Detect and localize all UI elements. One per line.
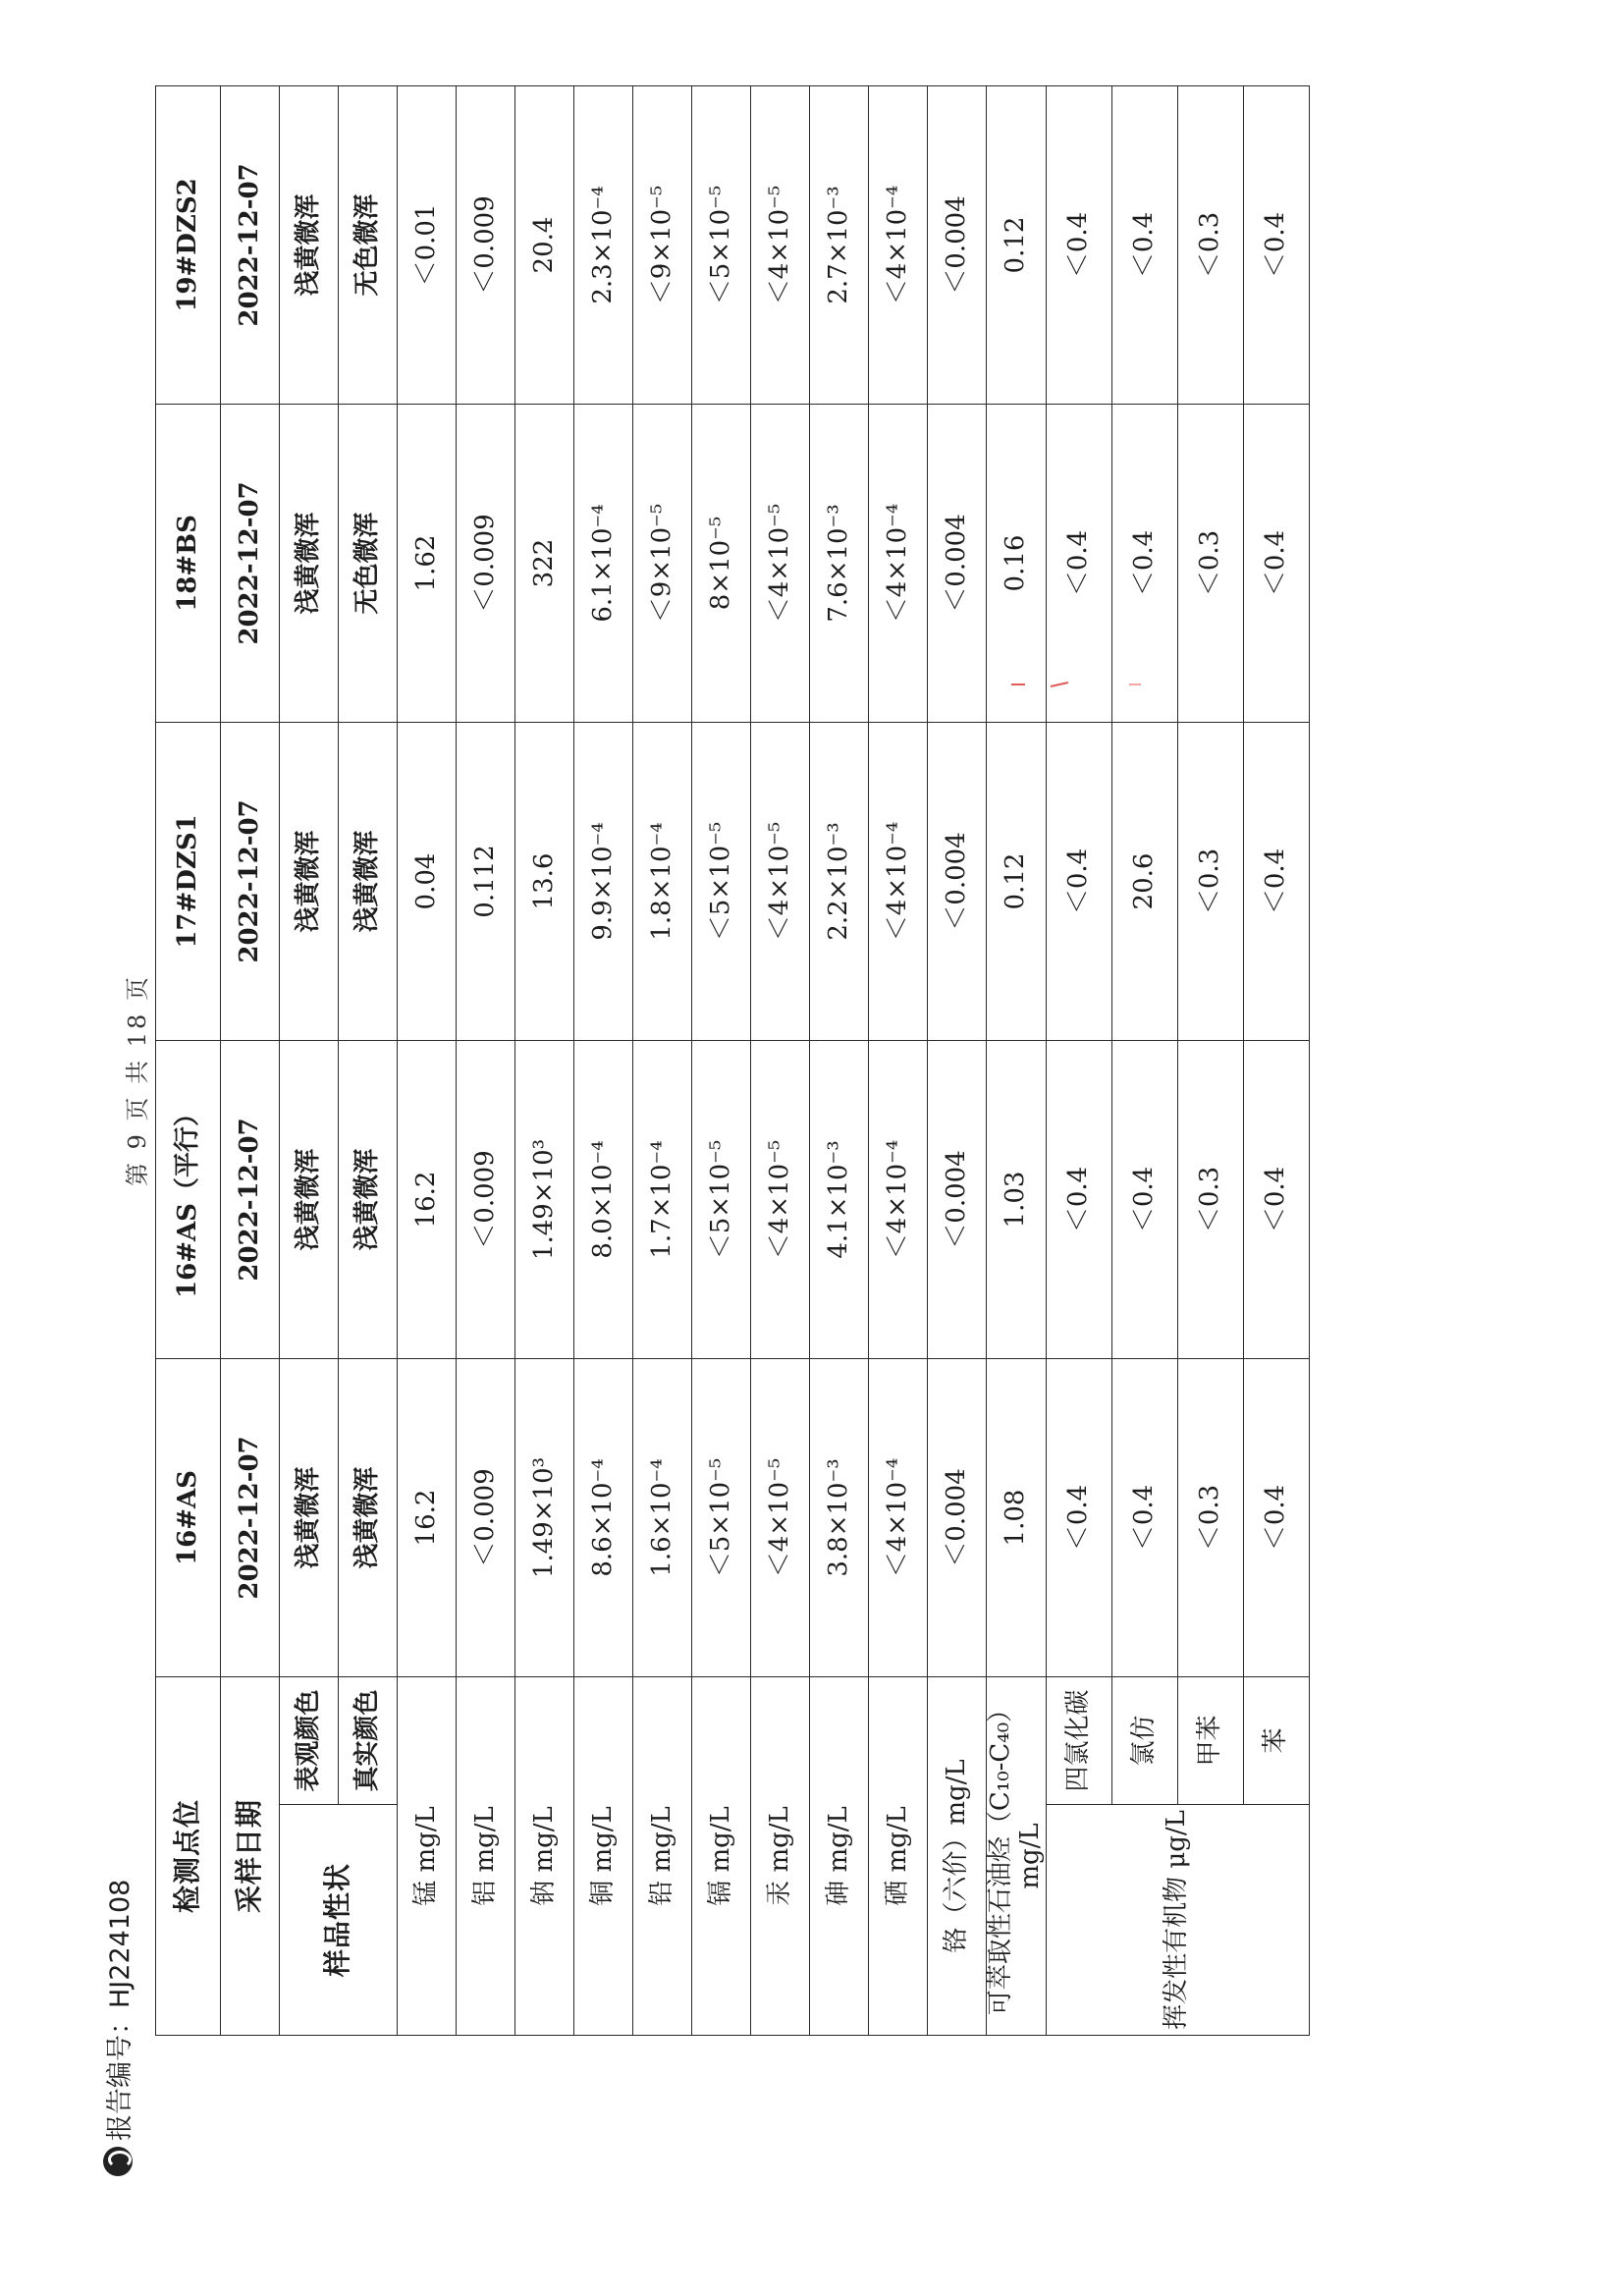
result-value: ＜4×10⁻⁵: [751, 1358, 810, 1676]
result-value: 16.2: [398, 1358, 457, 1676]
analyte-name: 铝 mg/L: [457, 1676, 515, 2035]
result-value: 1.7×10⁻⁴: [633, 1040, 692, 1358]
result-value: ＜0.4: [1243, 1040, 1309, 1358]
analyte-row: [515, 85, 574, 2035]
col-date: 2022-12-07: [221, 404, 280, 722]
result-value: ＜5×10⁻⁵: [692, 1040, 751, 1358]
voc-name: 甲苯: [1177, 1676, 1243, 1804]
apparent-color-label: 表观颜色: [280, 1676, 339, 1804]
result-value: 20.4: [515, 85, 574, 404]
result-value: ＜0.3: [1177, 85, 1243, 404]
result-value: ＜0.01: [398, 85, 457, 404]
col-date: 2022-12-07: [221, 1040, 280, 1358]
result-value: ＜4×10⁻⁴: [869, 722, 928, 1040]
col-point: 19#DZS2: [156, 85, 221, 404]
result-value: ＜0.4: [1046, 1040, 1111, 1358]
result-value: 8.0×10⁻⁴: [574, 1040, 633, 1358]
result-value: 3.8×10⁻³: [810, 1358, 869, 1676]
apparent-color-cell: 浅黄微浑: [280, 404, 339, 722]
result-value: ＜0.4: [1243, 404, 1309, 722]
result-value: 1.62: [398, 404, 457, 722]
result-value: ＜0.4: [1111, 1358, 1177, 1676]
result-value: ＜4×10⁻⁴: [869, 1358, 928, 1676]
analyte-name: 铬（六价）mg/L: [928, 1676, 987, 2035]
result-value: 8×10⁻⁵: [692, 404, 751, 722]
result-value: ＜0.3: [1177, 1358, 1243, 1676]
result-value: 1.03: [987, 1040, 1047, 1358]
result-value: 2.2×10⁻³: [810, 722, 869, 1040]
result-value: ＜5×10⁻⁵: [692, 722, 751, 1040]
analyte-name: 锰 mg/L: [398, 1676, 457, 2035]
date-label: 采样日期: [221, 1676, 280, 2035]
analyte-row: [692, 85, 751, 2035]
result-value: 1.49×10³: [515, 1358, 574, 1676]
col-point: 17#DZS1: [156, 722, 221, 1040]
apparent-color-cell: 浅黄微浑: [280, 722, 339, 1040]
true-color-label: 真实颜色: [339, 1676, 398, 1804]
analyte-name: 钠 mg/L: [515, 1676, 574, 2035]
report-number: [98, 1880, 136, 2176]
result-value: 13.6: [515, 722, 574, 1040]
result-value: 1.08: [987, 1358, 1047, 1676]
result-value: ＜4×10⁻⁵: [751, 1040, 810, 1358]
red-stamp-fragment: [1011, 680, 1227, 689]
col-point: 18#BS: [156, 404, 221, 722]
result-value: 322: [515, 404, 574, 722]
analyte-name: 铜 mg/L: [574, 1676, 633, 2035]
true-color-cell: 浅黄微浑: [339, 1358, 398, 1676]
result-value: ＜0.4: [1046, 404, 1111, 722]
analyte-row: [869, 85, 928, 2035]
result-value: ＜0.4: [1046, 1358, 1111, 1676]
result-value: ＜0.004: [928, 1040, 987, 1358]
row-true-color: [339, 85, 398, 2035]
result-value: 2.7×10⁻³: [810, 85, 869, 404]
result-value: ＜4×10⁻⁵: [751, 404, 810, 722]
voc-group-label: 挥发性有机物 μg/L: [1046, 1805, 1309, 2036]
result-value: 0.04: [398, 722, 457, 1040]
analyte-row: [751, 85, 810, 2035]
result-value: 0.112: [457, 722, 515, 1040]
result-value: ＜4×10⁻⁴: [869, 404, 928, 722]
row-point: [156, 85, 221, 2035]
result-value: 7.6×10⁻³: [810, 404, 869, 722]
result-value: 20.6: [1111, 722, 1177, 1040]
result-value: ＜0.009: [457, 85, 515, 404]
result-value: 0.16: [987, 404, 1047, 722]
apparent-color-cell: 浅黄微浑: [280, 1040, 339, 1358]
voc-row: [1046, 85, 1111, 2035]
col-date: 2022-12-07: [221, 1358, 280, 1676]
true-color-cell: 无色微浑: [339, 404, 398, 722]
result-value: 0.12: [987, 722, 1047, 1040]
analyte-row: [810, 85, 869, 2035]
voc-row: [1243, 85, 1309, 2035]
result-value: 2.3×10⁻⁴: [574, 85, 633, 404]
result-value: ＜0.4: [1046, 85, 1111, 404]
analyte-row: [457, 85, 515, 2035]
result-value: ＜0.4: [1046, 722, 1111, 1040]
voc-row: [1177, 85, 1243, 2035]
result-value: 1.6×10⁻⁴: [633, 1358, 692, 1676]
result-value: 6.1×10⁻⁴: [574, 404, 633, 722]
property-label: 样品性状: [280, 1805, 398, 2036]
result-value: ＜5×10⁻⁵: [692, 1358, 751, 1676]
col-date: 2022-12-07: [221, 85, 280, 404]
result-value: ＜9×10⁻⁵: [633, 404, 692, 722]
true-color-cell: 无色微浑: [339, 85, 398, 404]
result-value: 4.1×10⁻³: [810, 1040, 869, 1358]
result-value: 9.9×10⁻⁴: [574, 722, 633, 1040]
company-logo-icon: [103, 2147, 133, 2176]
result-value: ＜0.4: [1243, 722, 1309, 1040]
analyte-row: [987, 85, 1047, 2035]
results-table: [155, 85, 1310, 2036]
result-value: ＜0.4: [1243, 85, 1309, 404]
result-value: ＜9×10⁻⁵: [633, 85, 692, 404]
result-value: 0.12: [987, 85, 1047, 404]
analyte-name: 镉 mg/L: [692, 1676, 751, 2035]
voc-row: [1111, 85, 1177, 2035]
result-value: ＜0.4: [1111, 404, 1177, 722]
apparent-color-cell: 浅黄微浑: [280, 85, 339, 404]
result-value: ＜0.4: [1243, 1358, 1309, 1676]
result-value: ＜4×10⁻⁵: [751, 85, 810, 404]
analyte-name: 硒 mg/L: [869, 1676, 928, 2035]
col-date: 2022-12-07: [221, 722, 280, 1040]
analyte-row: [633, 85, 692, 2035]
result-value: 8.6×10⁻⁴: [574, 1358, 633, 1676]
voc-name: 四氯化碳: [1046, 1676, 1111, 1804]
result-value: ＜0.004: [928, 404, 987, 722]
true-color-cell: 浅黄微浑: [339, 722, 398, 1040]
apparent-color-cell: 浅黄微浑: [280, 1358, 339, 1676]
row-apparent-color: [280, 85, 339, 2035]
true-color-cell: 浅黄微浑: [339, 1040, 398, 1358]
result-value: ＜0.009: [457, 1358, 515, 1676]
point-label: 检测点位: [156, 1676, 221, 2035]
result-value: ＜0.3: [1177, 1040, 1243, 1358]
col-point: 16#AS（平行）: [156, 1040, 221, 1358]
result-value: ＜0.009: [457, 404, 515, 722]
analyte-row: [398, 85, 457, 2035]
result-value: ＜4×10⁻⁵: [751, 722, 810, 1040]
analyte-name: 可萃取性石油烃（C₁₀-C₄₀）mg/L: [987, 1676, 1047, 2035]
result-value: ＜0.004: [928, 722, 987, 1040]
analyte-name: 铅 mg/L: [633, 1676, 692, 2035]
analyte-row: [928, 85, 987, 2035]
result-value: 1.49×10³: [515, 1040, 574, 1358]
voc-name: 氯仿: [1111, 1676, 1177, 1804]
page-indicator: 第 9 页 共 18 页: [124, 974, 151, 1186]
analyte-name: 汞 mg/L: [751, 1676, 810, 2035]
row-date: [221, 85, 280, 2035]
result-value: ＜0.4: [1111, 1040, 1177, 1358]
result-value: 1.8×10⁻⁴: [633, 722, 692, 1040]
result-value: ＜0.3: [1177, 722, 1243, 1040]
analyte-row: [574, 85, 633, 2035]
report-number-text: 报告编号：HJ224108: [105, 1879, 135, 2141]
analyte-name: 砷 mg/L: [810, 1676, 869, 2035]
col-point: 16#AS: [156, 1358, 221, 1676]
result-value: ＜0.004: [928, 85, 987, 404]
result-value: ＜4×10⁻⁴: [869, 85, 928, 404]
result-value: ＜0.009: [457, 1040, 515, 1358]
result-value: ＜0.004: [928, 1358, 987, 1676]
result-value: ＜0.3: [1177, 404, 1243, 722]
result-value: ＜4×10⁻⁴: [869, 1040, 928, 1358]
voc-name: 苯: [1243, 1676, 1309, 1804]
result-value: 16.2: [398, 1040, 457, 1358]
result-value: ＜5×10⁻⁵: [692, 85, 751, 404]
result-value: ＜0.4: [1111, 85, 1177, 404]
